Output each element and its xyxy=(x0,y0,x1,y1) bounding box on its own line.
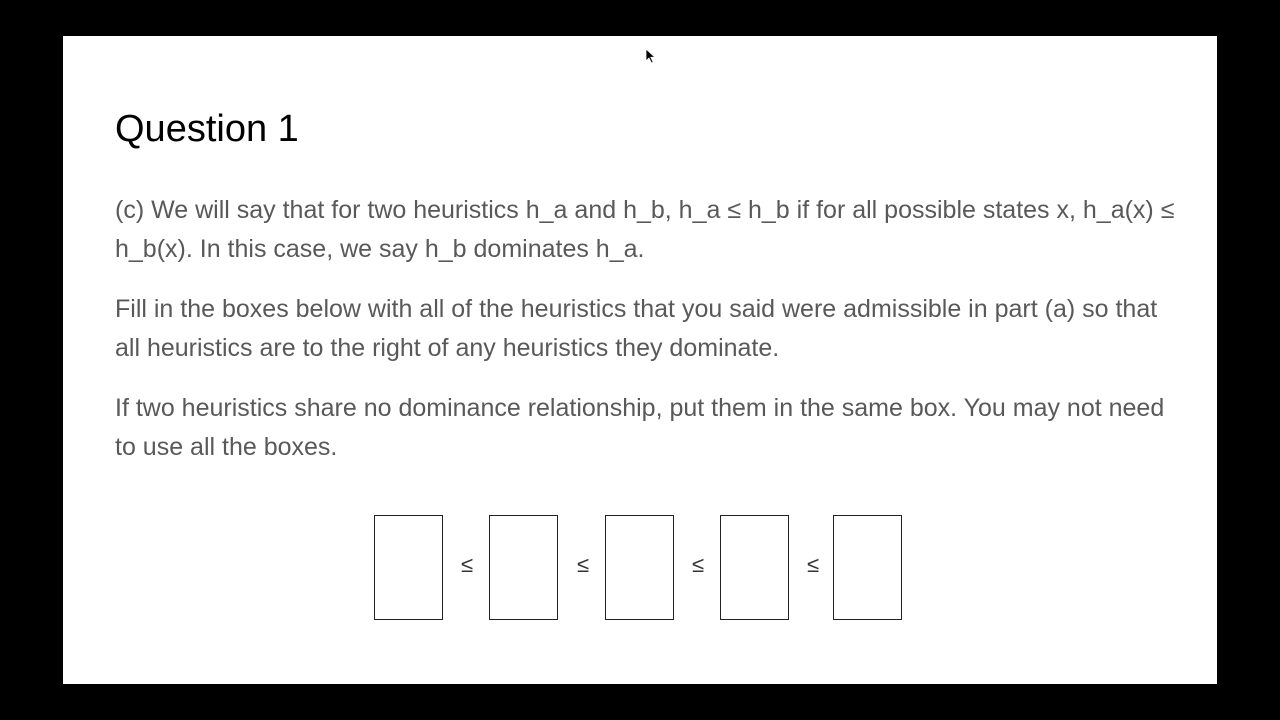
answer-box-3[interactable] xyxy=(605,515,674,620)
answer-box-1[interactable] xyxy=(374,515,443,620)
instructions-text: Fill in the boxes below with all of the heuristics that you said were admissible in part (a) so that all heuristics are to the right of any heuristics they dominate. xyxy=(115,295,1158,362)
answer-box-5[interactable] xyxy=(833,515,902,620)
mouse-pointer-icon xyxy=(645,48,657,64)
leq-separator: ≤ xyxy=(806,552,820,577)
leq-separator: ≤ xyxy=(460,552,474,577)
question-title: Question 1 xyxy=(115,108,299,150)
question-part-c-text: (c) We will say that for two heuristics h_a and h_b, h_a ≤ h_b if for all possible states x, h_a(x) ≤ h_b(x). In this case, we say h_b dominates h_a. xyxy=(115,196,1175,263)
slide xyxy=(63,36,1217,684)
answer-box-2[interactable] xyxy=(489,515,558,620)
answer-box-4[interactable] xyxy=(720,515,789,620)
leq-separator: ≤ xyxy=(576,552,590,577)
leq-separator: ≤ xyxy=(691,552,705,577)
note-text: If two heuristics share no dominance relationship, put them in the same box. You may not need to use all the boxes. xyxy=(115,394,1165,461)
